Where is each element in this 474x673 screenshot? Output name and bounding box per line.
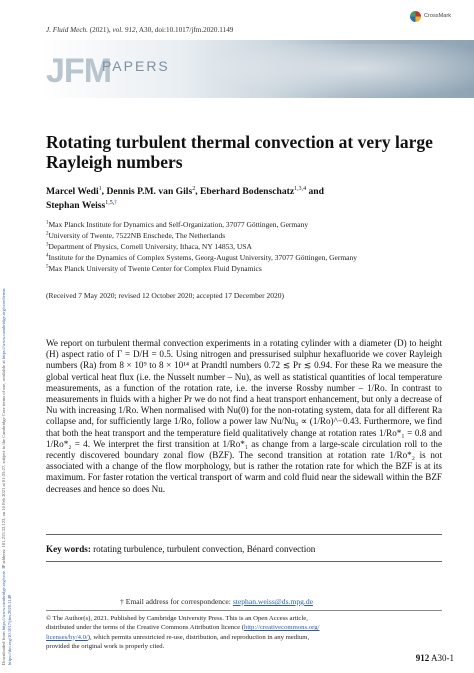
affiliation-item: $^4$Institute for the Dynamics of Complex Systems, Georg-August University, 37077 Göttingen, Germany: [46, 253, 357, 263]
doi-notice[interactable]: https://doi.org/10.1017/jfm.2020.1149: [6, 594, 12, 665]
keywords-rule-bottom: [46, 561, 442, 562]
affiliations: [46, 219, 456, 274]
affiliation-item: $^1$Max Planck Institute for Dynamics and Self-Organization, 37077 Göttingen, Germany: [46, 220, 309, 229]
received-dates: (Received 7 May 2020; revised 12 October 2020; accepted 17 December 2020): [46, 291, 285, 300]
cambridge-core-link[interactable]: https://www.cambridge.org/core: [1, 570, 6, 631]
crossmark-icon: [410, 11, 421, 22]
article-title: Rotating turbulent thermal convection at very large Rayleigh numbers: [46, 132, 433, 172]
affiliation-item: $^2$University of Twente, 7522NB Enschede, The Netherlands: [46, 231, 226, 241]
jfm-logo: J FM: [46, 52, 112, 90]
journal-name: J. Fluid Mech.: [46, 26, 88, 34]
water-background: [180, 44, 474, 98]
download-strip: [0, 0, 14, 673]
corresponding-author-marker[interactable]: †: [114, 200, 118, 207]
license-link[interactable]: http://creativecommons.org/: [243, 624, 320, 632]
email-link[interactable]: stephan.weiss@ds.mpg.de: [232, 597, 313, 606]
journal-header: J. Fluid Mech. (2021), vol. 912, A30, doi:10.1017/jfm.2020.1149: [46, 26, 234, 34]
affiliation-item: $^3$Department of Physics, Cornell University, Ithaca, NY 14853, USA: [46, 242, 252, 252]
correspondence-note: † Email address for correspondence: stephan.weiss@ds.mpg.de: [120, 597, 313, 606]
keywords-rule-top: [46, 534, 442, 535]
keywords: Key words: rotating turbulence, turbulent convection, Bénard convection: [46, 544, 316, 554]
page-number: 912 A30-1: [415, 653, 454, 663]
footer-rule: [46, 610, 442, 611]
download-notice: Downloaded from https://www.cambridge.org/core. IP address: 181.215.32.123, on 16 Feb 2021 at 01:35:27, subject to the Cambridge Core terms of use, available at https://www.cambridge.org/core/terms: [1, 288, 6, 665]
affiliation-item: $^5$Max Planck University of Twente Center for Complex Fluid Dynamics: [46, 264, 262, 274]
abstract-text: We report on turbulent thermal convection experiments in a rotating cylinder with a diameter (D) to height (H) aspect ratio of Γ = D/H = 0.5. Using nitrogen and pressurised sulphur hexafluoride we cover Rayleigh numbers (Ra) from 8 × 10⁹ to 8 × 10¹⁴ at Prandtl numbers 0.72 ≲ Pr ≲ 0.94. For these Ra we measure the global vertical heat flux (i.e. the Nusselt number – Nu), as well as statistical quantities of local temperature measurements, as a function of the rotation rate, i.e. the inverse Rossby number – 1/Ro. In contrast to measurements in fluids with a higher Pr we do not find a heat transport enhancement, but only a decrease of Nu with increasing 1/Ro. When normalised with Nu(0) for the non-rotating system, data for all different Ra collapse and, for sufficiently large 1/Ro, follow a power law Nu/Nu₀ ∝ (1/Ro)^−0.43. Furthermore, we find that both the heat transport and the temperature field qualitatively change at rotation rates 1/Ro*₁ = 0.8 and 1/Ro*₂ = 4. We interpret the first transition at 1/Ro*₁ as change from a large-scale circulation roll to the recently discovered boundary zonal flow (BZF). The second transition at rotation rate 1/Ro*₂ is not associated with a change of the flow morphology, but is rather the rotation rate for which the BZF is at its maximum. For faster rotation the vertical transport of warm and cold fluid near the sidewall within the BZF decreases and hence so does Nu.: [46, 338, 442, 494]
abstract: [46, 338, 442, 495]
terms-link[interactable]: https://www.cambridge.org/core/terms: [1, 288, 6, 360]
license-link-cont[interactable]: licenses/by/4.0/: [46, 633, 88, 641]
crossmark-badge[interactable]: CrossMark: [410, 9, 462, 23]
author-list: Marcel Wedi$^1$, Dennis P.M. van Gils$^2$, Eberhard Bodenschatz$^{1,3,4}$ and Stephan Weiss$^{1,5,\dagger}$: [46, 186, 324, 212]
copyright-footer: © The Author(s), 2021. Published by Cambridge University Press. This is an Open Access article, distributed under the terms of the Creative Commons Attribution licence (http://creativecommons.org/ licenses/by/4.0/), which permits unrestricted re-use, distribution, and reproduction in any medium, provided the original work is properly cited.: [46, 615, 320, 650]
papers-label: PAPERS: [102, 58, 170, 74]
